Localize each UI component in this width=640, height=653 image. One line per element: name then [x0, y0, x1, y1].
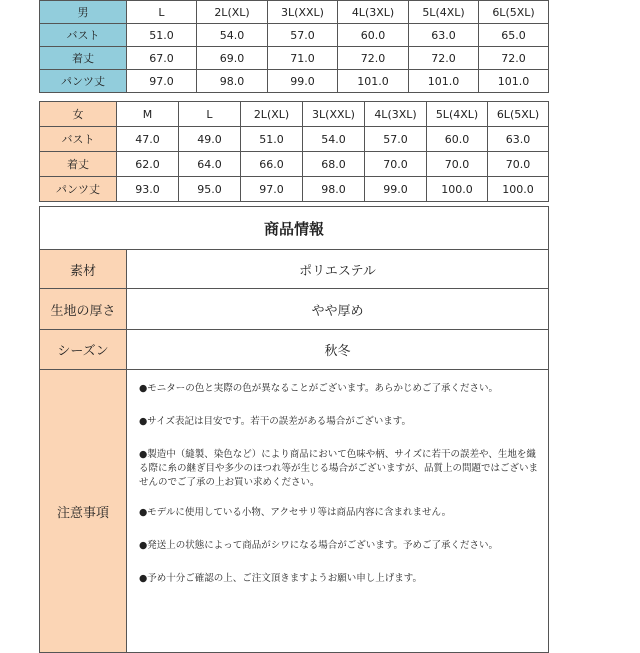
measure-cell: 66.0 — [241, 152, 303, 177]
women-label: 女 — [40, 102, 117, 127]
measure-cell: 63.0 — [409, 24, 479, 47]
measure-cell: 65.0 — [479, 24, 549, 47]
measure-cell: 60.0 — [427, 127, 488, 152]
men-header-row — [40, 1, 549, 24]
measure-cell: 68.0 — [303, 152, 365, 177]
measure-cell: 101.0 — [409, 70, 479, 93]
measure-cell: 64.0 — [179, 152, 241, 177]
row-label: パンツ丈 — [40, 70, 127, 93]
women-row-pants — [40, 177, 549, 202]
measure-cell: 95.0 — [179, 177, 241, 202]
women-size-header: 6L(5XL) — [488, 102, 549, 127]
women-size-header: 2L(XL) — [241, 102, 303, 127]
men-size-header: 4L(3XL) — [338, 1, 409, 24]
measure-cell: 70.0 — [488, 152, 549, 177]
measure-cell: 57.0 — [365, 127, 427, 152]
row-label: バスト — [40, 127, 117, 152]
men-size-header: 5L(4XL) — [409, 1, 479, 24]
measure-cell: 98.0 — [303, 177, 365, 202]
measure-cell: 70.0 — [365, 152, 427, 177]
women-size-header: 4L(3XL) — [365, 102, 427, 127]
women-header-row — [40, 102, 549, 127]
row-label: 着丈 — [40, 152, 117, 177]
measure-cell: 67.0 — [127, 47, 197, 70]
women-size-table — [39, 101, 549, 202]
measure-cell: 71.0 — [268, 47, 338, 70]
measure-cell: 72.0 — [338, 47, 409, 70]
women-size-header: L — [179, 102, 241, 127]
women-size-header: M — [117, 102, 179, 127]
info-row-notes — [40, 370, 549, 653]
measure-cell: 100.0 — [427, 177, 488, 202]
measure-cell: 70.0 — [427, 152, 488, 177]
measure-cell: 47.0 — [117, 127, 179, 152]
note-item: ●サイズ表記は目安です。若干の誤差がある場合がございます。 — [139, 416, 412, 427]
men-size-table — [39, 0, 549, 93]
row-label: パンツ丈 — [40, 177, 117, 202]
women-row-length — [40, 152, 549, 177]
men-row-length — [40, 47, 549, 70]
women-size-header: 5L(4XL) — [427, 102, 488, 127]
measure-cell: 54.0 — [197, 24, 268, 47]
measure-cell: 49.0 — [179, 127, 241, 152]
notes-cell — [127, 370, 549, 653]
measure-cell: 54.0 — [303, 127, 365, 152]
info-label: 素材 — [40, 250, 127, 289]
women-size-header: 3L(XXL) — [303, 102, 365, 127]
info-row-material — [40, 250, 549, 289]
men-size-header: 6L(5XL) — [479, 1, 549, 24]
measure-cell: 93.0 — [117, 177, 179, 202]
info-label: 生地の厚さ — [40, 289, 127, 330]
measure-cell: 72.0 — [479, 47, 549, 70]
measure-cell: 72.0 — [409, 47, 479, 70]
info-value: やや厚め — [127, 289, 549, 330]
measure-cell: 100.0 — [488, 177, 549, 202]
note-item: ●発送上の状態によって商品がシワになる場合がございます。予めご了承ください。 — [139, 540, 499, 551]
product-info-table — [39, 206, 549, 653]
measure-cell: 69.0 — [197, 47, 268, 70]
measure-cell: 101.0 — [338, 70, 409, 93]
men-row-bust — [40, 24, 549, 47]
measure-cell: 99.0 — [365, 177, 427, 202]
info-title-row — [40, 207, 549, 250]
note-item: ●モデルに使用している小物、アクセサリ等は商品内容に含まれません。 — [139, 507, 452, 518]
info-value: ポリエステル — [127, 250, 549, 289]
row-label: バスト — [40, 24, 127, 47]
measure-cell: 97.0 — [127, 70, 197, 93]
info-label: シーズン — [40, 330, 127, 370]
measure-cell: 101.0 — [479, 70, 549, 93]
measure-cell: 57.0 — [268, 24, 338, 47]
measure-cell: 99.0 — [268, 70, 338, 93]
men-label: 男 — [40, 1, 127, 24]
men-size-header: 2L(XL) — [197, 1, 268, 24]
measure-cell: 62.0 — [117, 152, 179, 177]
men-row-pants — [40, 70, 549, 93]
note-item: ●モニターの色と実際の色が異なることがございます。あらかじめご了承ください。 — [139, 383, 499, 394]
info-row-thickness — [40, 289, 549, 330]
note-item: ●予め十分ご確認の上、ご注文頂きますようお願い申し上げます。 — [139, 573, 423, 584]
men-size-header: L — [127, 1, 197, 24]
men-size-header: 3L(XXL) — [268, 1, 338, 24]
info-title: 商品情報 — [40, 207, 549, 250]
women-row-bust — [40, 127, 549, 152]
measure-cell: 60.0 — [338, 24, 409, 47]
measure-cell: 98.0 — [197, 70, 268, 93]
info-value: 秋冬 — [127, 330, 549, 370]
measure-cell: 97.0 — [241, 177, 303, 202]
measure-cell: 63.0 — [488, 127, 549, 152]
info-row-season — [40, 330, 549, 370]
row-label: 着丈 — [40, 47, 127, 70]
measure-cell: 51.0 — [127, 24, 197, 47]
notes-label: 注意事項 — [40, 370, 127, 653]
measure-cell: 51.0 — [241, 127, 303, 152]
note-item: ●製造中（縫製、染色など）により商品において色味や柄、サイズに若干の誤差や、生地を織る際に糸の継ぎ目や多少のほつれ等が生じる場合がございますが、品質上の問題ではございませんのでご了承の上お買い求めください。 — [139, 449, 539, 488]
